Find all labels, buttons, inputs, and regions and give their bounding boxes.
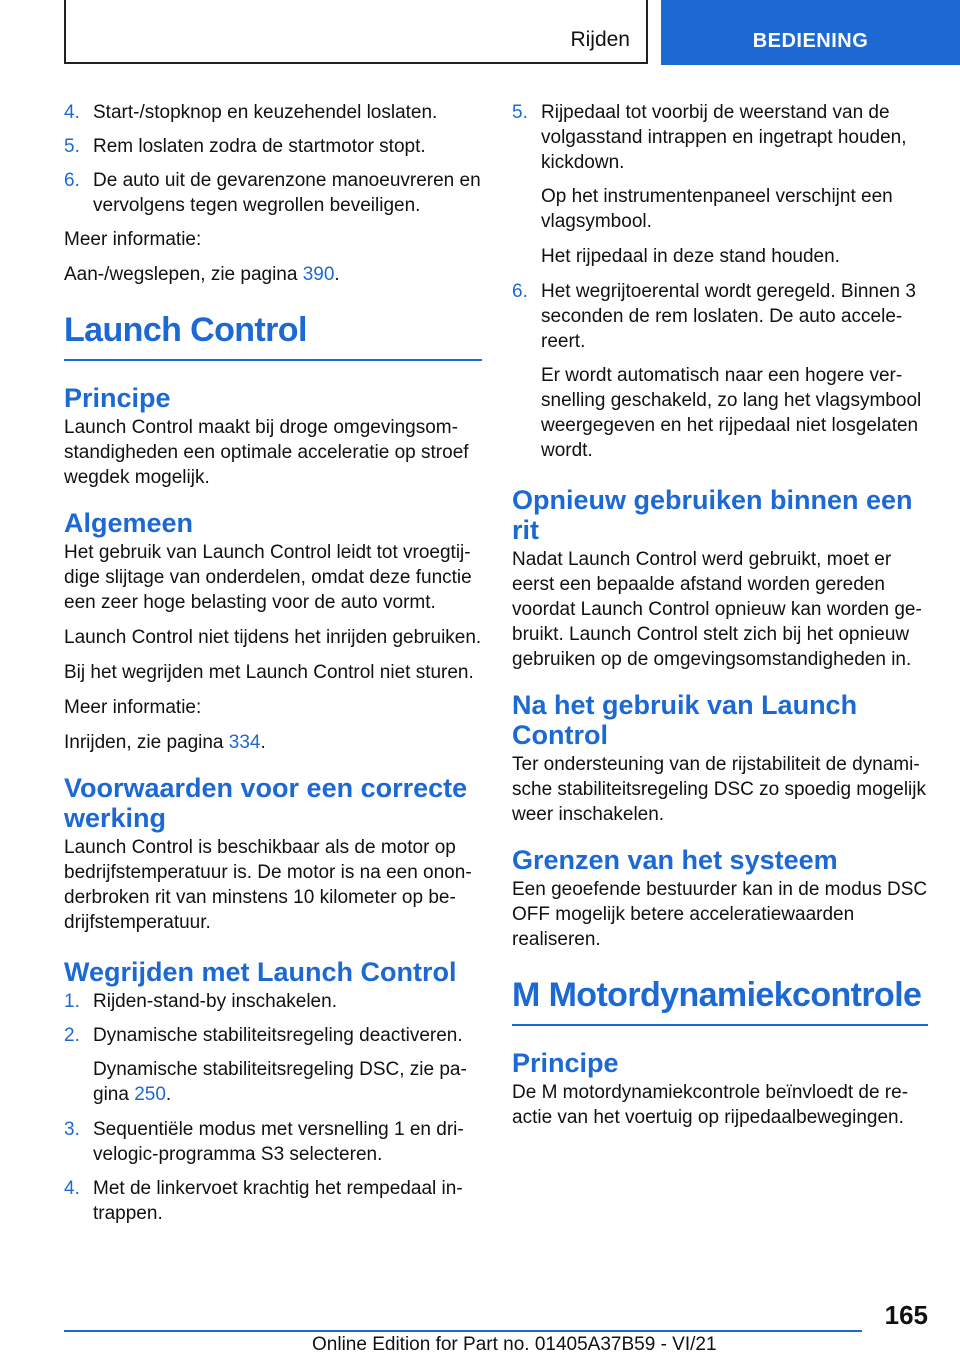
section-heading: Wegrijden met Launch Control: [64, 957, 457, 987]
step-text: Sequentiële modus met versnelling 1 en drivelogic-programma S3 selecteren.: [93, 1119, 464, 1165]
cross-reference: [64, 730, 482, 755]
page-link[interactable]: 250: [134, 1084, 166, 1105]
step-text: Rem loslaten zodra de startmotor stopt.: [93, 136, 426, 157]
paragraph: Een geoefende bestuurder kan in de modus DSC OFF mogelijk betere acceleratiewaarden realiseren.: [512, 879, 928, 950]
step-note: Het rijpedaal in deze stand houden.: [541, 246, 840, 267]
header-frame: [64, 0, 648, 64]
step-item: [64, 989, 482, 1014]
paragraph: De M motordynamiekcontrole beïnvloedt de reactie van het voertuig op rijpedaalbewegingen.: [512, 1082, 909, 1128]
step-item: [64, 1023, 482, 1048]
header-chapter-tab: [661, 0, 960, 65]
step-number: 5.: [512, 102, 528, 123]
section-heading: Grenzen van het systeem: [512, 845, 838, 875]
step-text: Start-/stopknop en keuzehendel loslaten.: [93, 102, 438, 123]
step-item: [512, 100, 928, 175]
step-number: 6.: [64, 170, 80, 191]
left-column: [64, 100, 482, 1235]
section-heading: Na het gebruik van Launch Control: [512, 690, 858, 750]
right-column: [512, 100, 928, 1140]
page-link[interactable]: 334: [228, 732, 261, 753]
step-note: Op het instrumentenpaneel verschijnt een vlagsymbool.: [541, 186, 893, 232]
page-link[interactable]: 390: [302, 264, 335, 285]
step-text: Met de linkervoet krachtig het rempedaal intrappen.: [93, 1178, 463, 1224]
step-note: [64, 1057, 482, 1107]
step-number: 4.: [64, 1178, 80, 1199]
step-number: 1.: [64, 991, 80, 1012]
paragraph: Launch Control maakt bij droge omgevingsomstandigheden een optimale acceleratie op stroef wegdek mogelijk.: [64, 417, 469, 488]
step-item: [512, 279, 928, 354]
paragraph: Het gebruik van Launch Control leidt tot vroegtijdige slijtage van onderdelen, omdat deze functie een zeer hoge belasting voor de auto vormt.: [64, 542, 472, 613]
reference-text: Dynamische stabiliteitsregeling DSC, zie pagina: [93, 1059, 467, 1105]
reference-end: .: [165, 1084, 172, 1105]
step-text: Dynamische stabiliteitsregeling deactiveren.: [93, 1025, 463, 1046]
cross-reference: [64, 262, 482, 287]
page-number: 165: [884, 1300, 928, 1330]
step-number: 2.: [64, 1025, 80, 1046]
reference-text: Inrijden, zie pagina: [64, 732, 229, 753]
chapter-heading: Launch Control: [64, 311, 482, 361]
paragraph: Launch Control niet tijdens het inrijden gebruiken.: [64, 627, 482, 648]
chapter-heading: M Motordynamiekcontrole: [512, 976, 928, 1026]
step-note: Er wordt automatisch naar een hogere versnelling geschakeld, zo lang het vlagsymbool weergegeven en het rijpedaal niet losgelaten wordt.: [541, 365, 922, 461]
step-number: 3.: [64, 1119, 80, 1140]
more-info-label: Meer informatie:: [64, 229, 202, 250]
section-heading: Principe: [512, 1048, 619, 1078]
step-text: Rijden-stand-by inschakelen.: [93, 991, 337, 1012]
reference-end: .: [260, 732, 266, 753]
step-text: Rijpedaal tot voorbij de weerstand van de volgasstand intrappen en ingetrapt houden, kickdown.: [541, 102, 907, 173]
step-number: 4.: [64, 102, 80, 123]
edition-note: Online Edition for Part no. 01405A37B59 - VI/21: [312, 1334, 717, 1355]
section-heading: Opnieuw gebruiken binnen een rit: [512, 485, 913, 545]
more-info-label: Meer informatie:: [64, 697, 202, 718]
step-text: De auto uit de gevarenzone manoeuvreren en vervolgens tegen wegrollen beveiligen.: [93, 170, 481, 216]
step-item: [64, 1176, 482, 1226]
step-item: [64, 168, 482, 218]
paragraph: Nadat Launch Control werd gebruikt, moet er eerst een bepaalde afstand worden gereden voordat Launch Control opnieuw kan worden gebruikt. Launch Control stelt zich bij het opnieuw gebruiken op de omgevingsomstandigheden in.: [512, 549, 922, 670]
reference-end: .: [334, 264, 340, 285]
section-heading: Algemeen: [64, 508, 194, 538]
section-heading: Principe: [64, 383, 171, 413]
step-item: [64, 1117, 482, 1167]
page-header: [0, 0, 960, 66]
header-chapter-label: BEDIENING: [752, 30, 869, 52]
footer-divider: [64, 1330, 862, 1332]
step-number: 6.: [512, 281, 528, 302]
header-section-title: Rijden: [570, 28, 630, 51]
paragraph: Launch Control is beschikbaar als de motor op bedrijfstemperatuur is. De motor is na een ononderbroken rit van minstens 10 kilometer op bedrijfstemperatuur.: [64, 837, 472, 933]
step-text: Het wegrijtoerental wordt geregeld. Binnen 3 seconden de rem loslaten. De auto accelereert.: [541, 281, 916, 352]
step-item: [64, 100, 482, 125]
paragraph: Ter ondersteuning van de rijstabiliteit de dynamische stabiliteitsregeling DSC zo spoedig mogelijk weer inschakelen.: [512, 754, 926, 825]
step-item: [64, 134, 482, 159]
reference-text: Aan-/wegslepen, zie pagina: [64, 264, 303, 285]
step-number: 5.: [64, 136, 80, 157]
paragraph: Bij het wegrijden met Launch Control niet sturen.: [64, 662, 474, 683]
section-heading: Voorwaarden voor een correcte werking: [64, 773, 468, 833]
